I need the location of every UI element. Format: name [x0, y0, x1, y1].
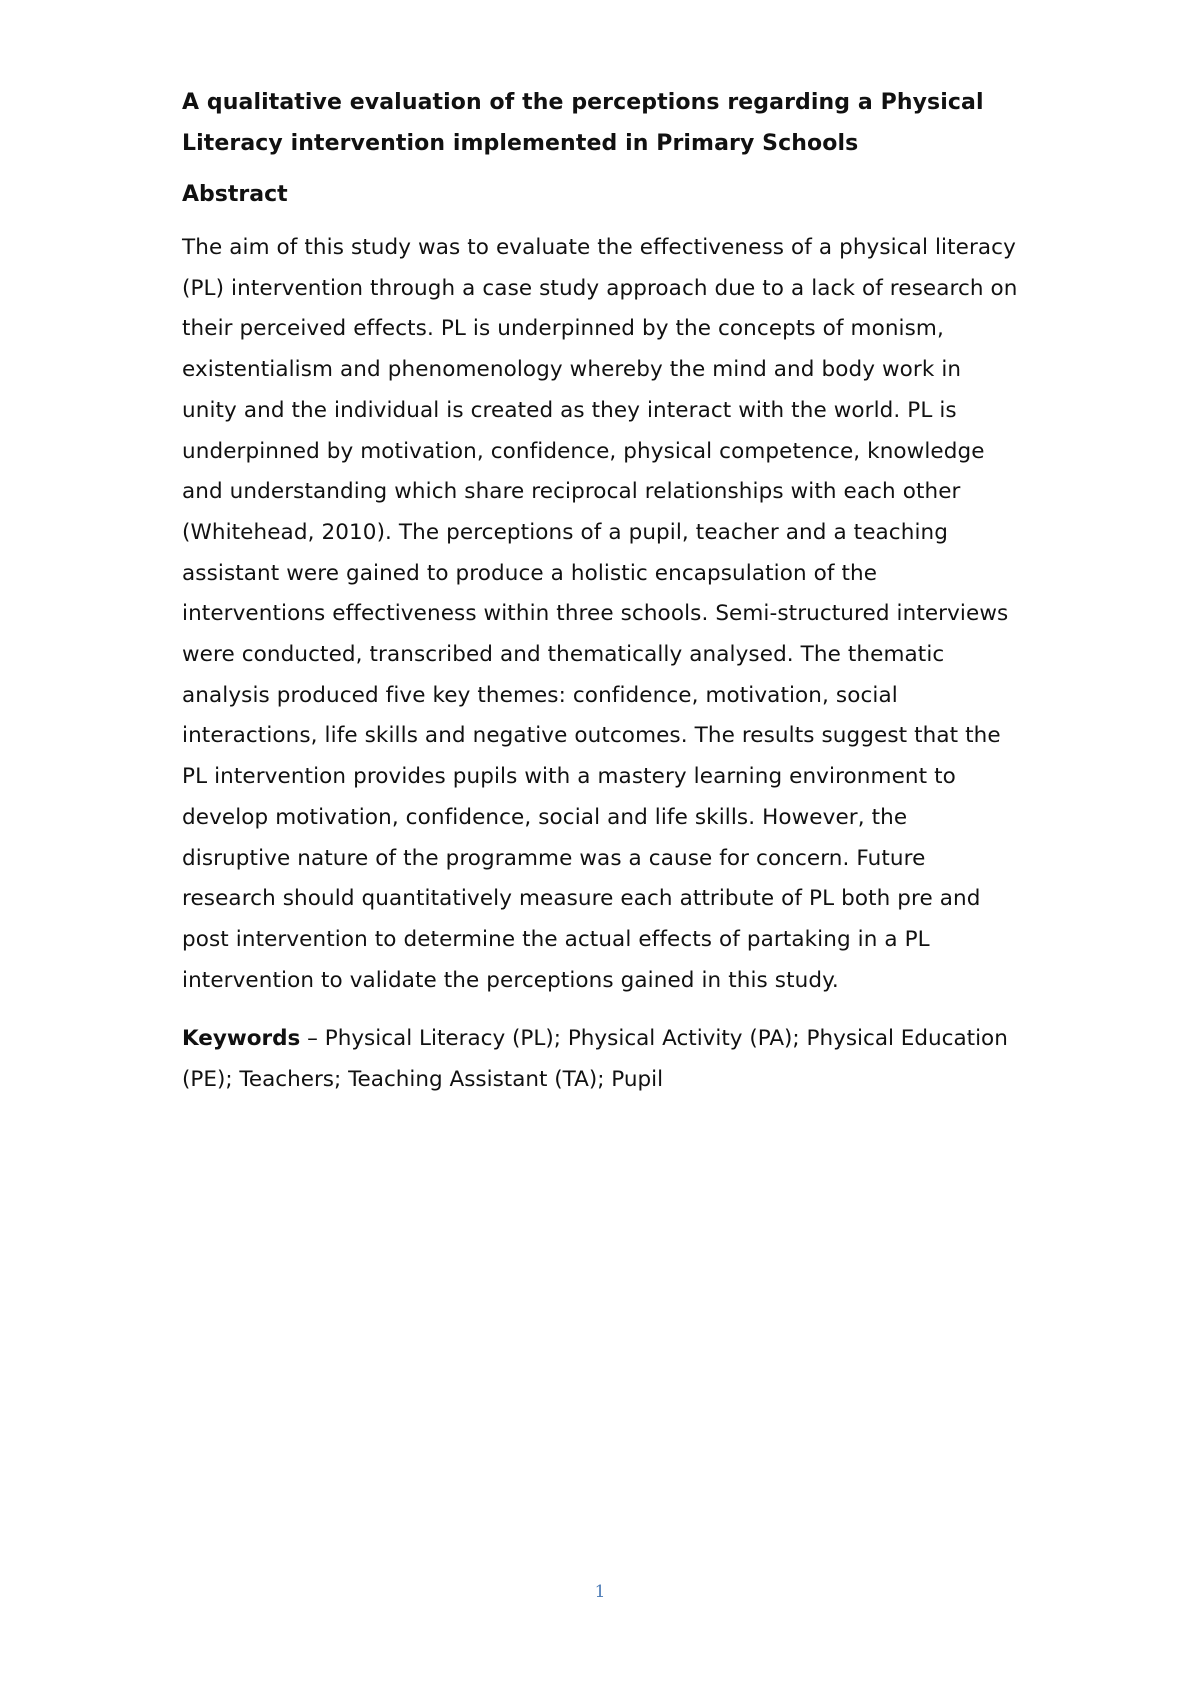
- keywords-list: – Physical Literacy (PL); Physical Activity (PA); Physical Education (PE); Teachers; Teaching Assistant (TA); Pupil: [182, 1026, 1008, 1093]
- abstract-heading: Abstract: [182, 182, 288, 207]
- document-title: A qualitative evaluation of the perceptions regarding a Physical Literacy intervention implemented in Primary Schools: [182, 90, 984, 156]
- keywords-paragraph: [182, 1019, 1022, 1100]
- abstract-paragraph: The aim of this study was to evaluate the effectiveness of a physical literacy (PL) intervention through a case study approach due to a lack of research on their perceived effects. PL is underpinned by the concepts of monism, existentialism and phenomenology whereby the mind and body work in unity and the individual is created as they interact with the world. PL is underpinned by motivation, confidence, physical competence, knowledge and understanding which share reciprocal relationships with each other (Whitehead, 2010). The perceptions of a pupil, teacher and a teaching assistant were gained to produce a holistic encapsulation of the interventions effectiveness within three schools. Semi-structured interviews were conducted, transcribed and thematically analysed. The thematic analysis produced five key themes: confidence, motivation, social interactions, life skills and negative outcomes. The results suggest that the PL intervention provides pupils with a mastery learning environment to develop motivation, confidence, social and life skills. However, the disruptive nature of the programme was a cause for concern. Future research should quantitatively measure each attribute of PL both pre and post intervention to determine the actual effects of partaking in a PL intervention to validate the perceptions gained in this study.: [182, 235, 1018, 993]
- keywords-label: Keywords: [182, 1026, 301, 1052]
- page-content: [182, 82, 1022, 1101]
- page-number: 1: [594, 1582, 606, 1602]
